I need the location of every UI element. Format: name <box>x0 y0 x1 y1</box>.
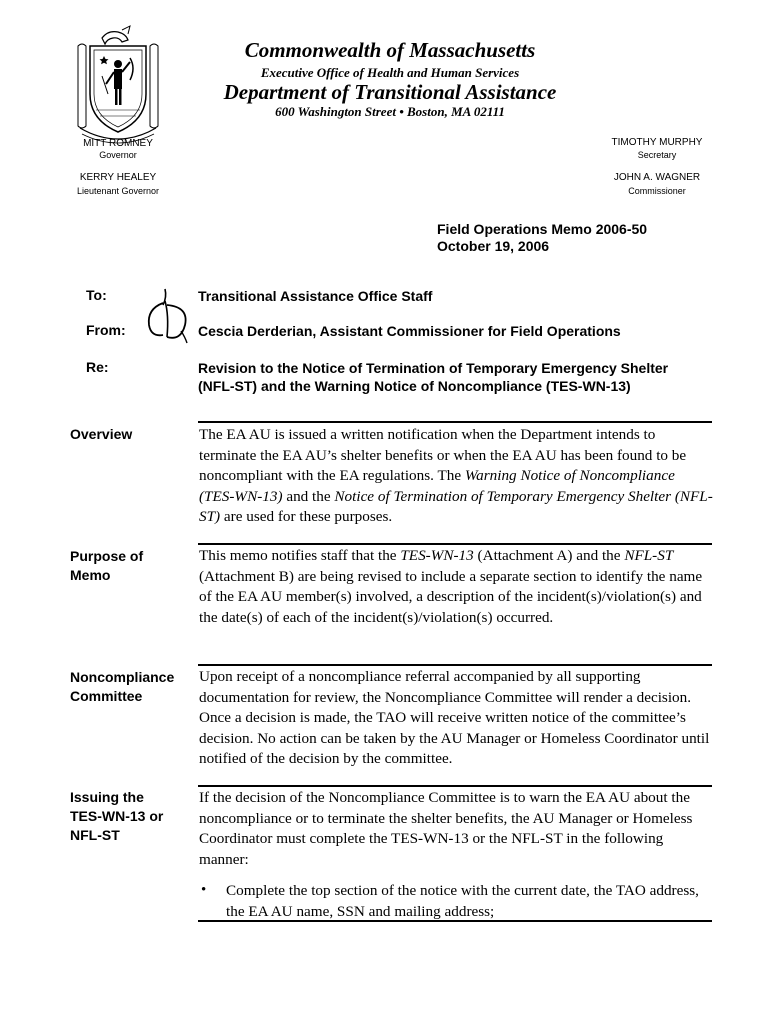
section-divider <box>198 543 712 545</box>
state-seal-icon <box>72 24 164 146</box>
purpose-label-line1: Purpose of <box>70 548 144 564</box>
issuing-label-line1: Issuing the <box>70 789 144 805</box>
committee-label-line2: Committee <box>70 688 143 704</box>
governor-title: Governor <box>99 150 137 160</box>
governor-name: MITT ROMNEY <box>83 138 153 149</box>
purpose-label <box>70 547 190 585</box>
section-divider <box>198 664 712 666</box>
issuing-label-line2: TES-WN-13 or <box>70 808 164 824</box>
to-label: To: <box>86 287 107 303</box>
memo-date: October 19, 2006 <box>437 238 550 254</box>
department-address: 600 Washington Street • Boston, MA 02111 <box>275 104 505 119</box>
overview-italic-2: Notice of Termination of Temporary Emergency Shelter (NFL-ST) <box>199 487 713 525</box>
re-value-line2: (NFL-ST) and the Warning Notice of Noncompliance (TES-WN-13) <box>198 378 631 394</box>
purpose-text-1: This memo notifies staff that the <box>199 547 401 564</box>
secretary-name: TIMOTHY MURPHY <box>611 137 703 148</box>
overview-text-2: and the <box>282 487 335 505</box>
re-value-line1: Revision to the Notice of Termination of Temporary Emergency Shelter <box>198 360 669 376</box>
commissioner-name: JOHN A. WAGNER <box>613 172 701 183</box>
purpose-italic-2: NFL-ST <box>624 547 674 564</box>
purpose-body <box>199 546 714 628</box>
issuing-bullet-1: Complete the top section of the notice with the current date, the TAO address, the EA AU name, SSN and mailing address; <box>226 882 699 920</box>
purpose-text-2: (Attachment A) and the <box>473 547 625 564</box>
issuing-body: If the decision of the Noncompliance Committee is to warn the EA AU about the noncompliance or to terminate the shelter benefits, the AU Manager or Homeless Coordinator must complete the TES-WN-13 or the NFL-ST in the following manner: <box>199 789 693 868</box>
committee-body: Upon receipt of a noncompliance referral accompanied by all supporting documentation for review, the Noncompliance Committee will render a decision. Once a decision is made, the TAO will receive written notice of the committee’s decision. No action can be taken by the AU Manager or Homeless Coordinator until notified of the decision by the committee. <box>199 668 710 767</box>
overview-text-3: are used for these purposes. <box>220 508 393 525</box>
state-name-heading: Commonwealth of Massachusetts <box>244 38 536 62</box>
section-divider <box>198 785 712 787</box>
committee-label-line1: Noncompliance <box>70 669 175 685</box>
memo-number: Field Operations Memo 2006-50 <box>437 221 648 237</box>
committee-label <box>70 668 190 706</box>
commissioner-title: Commissioner <box>628 186 686 196</box>
section-divider <box>198 421 712 423</box>
overview-italic-1: Warning Notice of Noncompliance (TES-WN-13) <box>199 467 675 505</box>
to-value: Transitional Assistance Office Staff <box>198 288 433 304</box>
secretary-title: Secretary <box>637 150 677 160</box>
overview-body <box>199 425 714 528</box>
overview-text-1: The EA AU is issued a written notification when the Department intends to terminate the EA AU’s shelter benefits or when the EA AU has been found to be noncompliant with the EA regulations. The <box>199 426 687 484</box>
purpose-label-line2: Memo <box>70 567 111 583</box>
overview-label: Overview <box>70 426 133 442</box>
lieutenant-governor-title: Lieutenant Governor <box>76 186 160 196</box>
issuing-label <box>70 788 190 845</box>
office-name: Executive Office of Health and Human Services <box>260 65 520 80</box>
issuing-label-line3: NFL-ST <box>70 827 120 843</box>
re-label: Re: <box>86 359 109 375</box>
signature-initials-icon <box>143 287 191 345</box>
section-divider <box>198 920 712 922</box>
lieutenant-governor-name: KERRY HEALEY <box>79 172 157 183</box>
from-value: Cescia Derderian, Assistant Commissioner for Field Operations <box>198 323 621 339</box>
bullet-icon: • <box>201 882 207 898</box>
department-name-heading: Department of Transitional Assistance <box>223 80 557 104</box>
purpose-italic-1: TES-WN-13 <box>400 547 474 564</box>
purpose-text-3: (Attachment B) are being revised to include a separate section to identify the name of the EA AU member(s) involved, a description of the incident(s)/violation(s) and the date(s) of each of the incident(s)/violation(s) occurred. <box>199 567 703 626</box>
from-label: From: <box>86 322 126 338</box>
